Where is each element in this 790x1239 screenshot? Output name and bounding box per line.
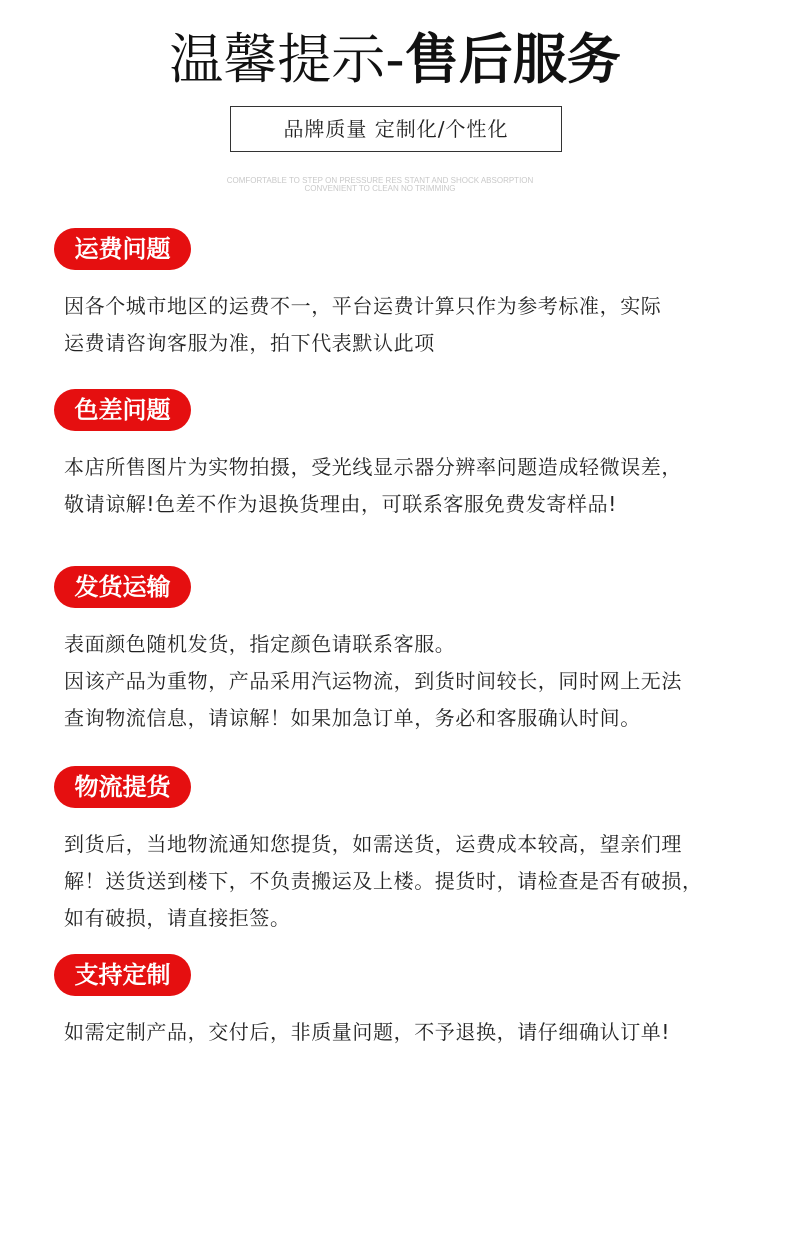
english-tagline-1: COMFORTABLE TO STEP ON PRESSURE RES STANT AND SHOCK ABSORPTION — [226, 176, 534, 185]
english-tagline-2: CONVENIENT TO CLEAN NO TRIMMING — [304, 184, 456, 193]
text-line: 如需定制产品，交付后，非质量问题，不予退换，请仔细确认订单! — [64, 1020, 671, 1044]
text-line: 到货后，当地物流通知您提货，如需送货，运费成本较高，望亲们理 — [64, 832, 682, 856]
section-badge-pickup: 物流提货 — [54, 766, 191, 808]
section-text-customization — [64, 1014, 764, 1051]
section-badge-customization: 支持定制 — [54, 954, 191, 996]
page-title-light: 温馨提示- — [169, 28, 405, 91]
text-line: 敬请谅解!色差不作为退换货理由，可联系客服免费发寄样品! — [64, 492, 617, 516]
text-line: 表面颜色随机发货，指定颜色请联系客服。 — [64, 632, 456, 656]
section-badge-color-difference: 色差问题 — [54, 389, 191, 431]
text-line: 如有破损，请直接拒签。 — [64, 906, 291, 930]
text-line: 解！送货送到楼下，不负责搬运及上楼。提货时，请检查是否有破损， — [64, 869, 703, 893]
text-line: 本店所售图片为实物拍摄，受光线显示器分辨率问题造成轻微误差， — [64, 455, 682, 479]
page-title — [0, 28, 790, 92]
text-line: 查询物流信息，请谅解！如果加急订单，务必和客服确认时间。 — [64, 706, 641, 730]
section-badge-shipping-fee: 运费问题 — [54, 228, 191, 270]
section-badge-delivery: 发货运输 — [54, 566, 191, 608]
section-text-pickup — [64, 826, 764, 937]
section-text-shipping-fee — [64, 288, 764, 362]
subtitle-box: 品牌质量 定制化/个性化 — [230, 106, 562, 152]
text-line: 因各个城市地区的运费不一，平台运费计算只作为参考标准，实际 — [64, 294, 662, 318]
page-title-bold: 售后服务 — [404, 28, 621, 91]
section-text-color-difference — [64, 449, 764, 523]
section-text-delivery — [64, 626, 764, 737]
text-line: 因该产品为重物，产品采用汽运物流，到货时间较长，同时网上无法 — [64, 669, 682, 693]
text-line: 运费请咨询客服为准，拍下代表默认此项 — [64, 331, 435, 355]
